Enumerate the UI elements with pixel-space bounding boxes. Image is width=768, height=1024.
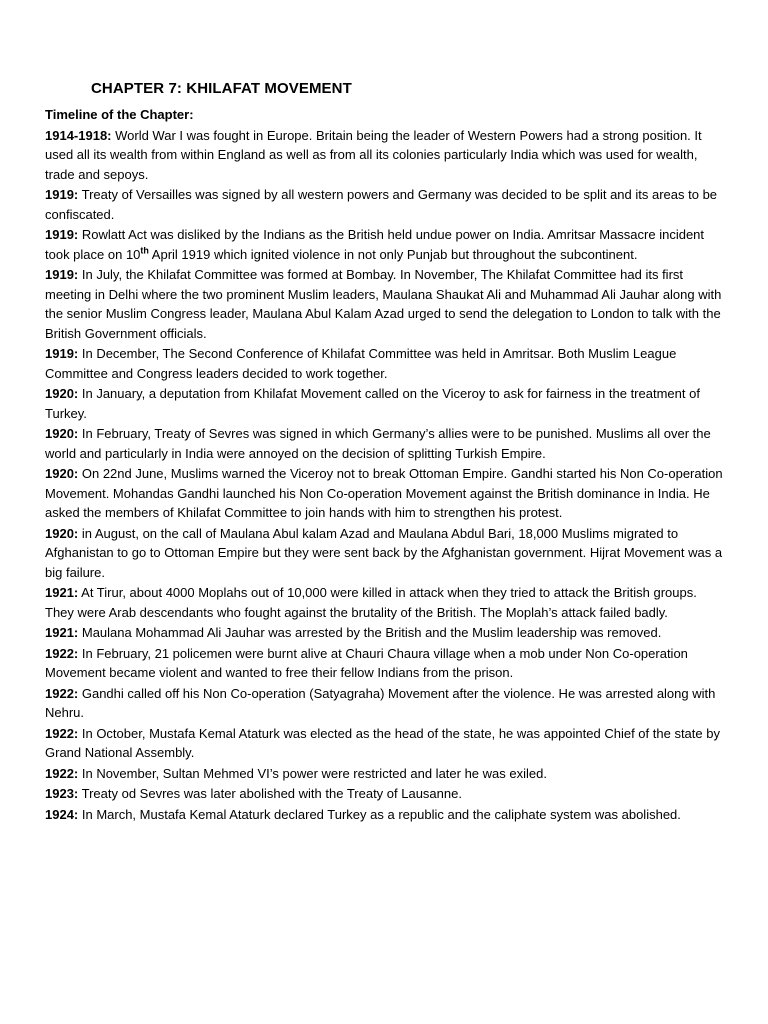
timeline-entry [45,724,725,763]
entry-text: In July, the Khilafat Committee was formed at Bombay. In November, The Khilafat Committee had its first meeting in Delhi where the two prominent Muslim leaders, Maulana Shaukat Ali and Muhammad Ali Jauhar along with the senior Muslim Congress leader, Maulana Abul Kalam Azad urged to send the delegation to London to talk with the British Government officials. [45,267,722,341]
entry-text: In October, Mustafa Kemal Ataturk was elected as the head of the state, he was appointed Chief of the state by Grand National Assembly. [45,725,720,760]
timeline-entry [45,784,725,804]
entry-text: On 22nd June, Muslims warned the Viceroy not to break Ottoman Empire. Gandhi started his Non Co-operation Movement. Mohandas Gandhi launched his Non Co-operation Movement against the British dominance in India. He asked the members of Khilafat Committee to join hands with him to strengthen his protest. [45,466,723,520]
timeline-entry [45,344,725,383]
timeline-entry [45,524,725,583]
entry-text: in August, on the call of Maulana Abul kalam Azad and Maulana Abdul Bari, 18,000 Muslims migrated to Afghanistan to go to Ottoman Empire but they were sent back by the Afghanistan government. Hijrat Movement was a big failure. [45,525,723,580]
entry-text: In November, Sultan Mehmed VI’s power were restricted and later he was exiled. [78,765,547,781]
entry-year: 1920: [45,525,79,541]
entry-text: Maulana Mohammad Ali Jauhar was arrested by the British and the Muslim leadership was removed. [78,625,662,640]
entry-year: 1920: [45,426,79,441]
entry-text: In March, Mustafa Kemal Ataturk declared Turkey as a republic and the caliphate system was abolished. [78,806,681,822]
timeline-entry [45,126,725,185]
timeline-entry [45,424,725,463]
timeline-entry [45,225,725,264]
entry-text: Rowlatt Act was disliked by the Indians as the British held undue power on India. Amritsar Massacre incident took place on 10 [45,227,705,262]
timeline-list [45,126,725,825]
entry-text: World War I was fought in Europe. Britain being the leader of Western Powers had a strong position. It used all its wealth from within England as well as from all its colonies particularly India which was used for wealth, trade and sepoys. [45,127,702,182]
entry-text: Treaty od Sevres was later abolished with the Treaty of Lausanne. [78,786,462,801]
entry-superscript: th [140,245,149,256]
entry-text: Gandhi called off his Non Co-operation (Satyagraha) Movement after the violence. He was arrested along with Nehru. [45,685,716,720]
timeline-entry [45,684,725,723]
timeline-content [45,105,725,824]
timeline-entry [45,583,725,622]
entry-year: 1921: [45,585,79,600]
entry-year: 1919: [45,346,79,361]
entry-year: 1914-1918: [45,127,112,143]
timeline-entry [45,185,725,224]
timeline-entry [45,464,725,523]
entry-year: 1924: [45,806,79,822]
timeline-entry [45,384,725,423]
entry-year: 1923: [45,786,79,801]
entry-year: 1922: [45,645,79,661]
entry-year: 1920: [45,386,79,401]
timeline-heading: Timeline of the Chapter: [45,107,194,122]
entry-year: 1919: [45,267,79,282]
entry-text: In February, Treaty of Sevres was signed in which Germany’s allies were to be punished. Muslims all over the world and particularly in India were annoyed on the decision of splitting Turkish Empire. [45,426,711,461]
chapter-title: CHAPTER 7: KHILAFAT MOVEMENT [91,80,352,97]
timeline-entry [45,805,725,825]
entry-year: 1922: [45,725,79,741]
entry-text: Treaty of Versailles was signed by all western powers and Germany was decided to be split and its areas to be confiscated. [45,187,718,222]
entry-year: 1921: [45,625,79,640]
entry-text-continued: April 1919 which ignited violence in not only Punjab but throughout the subcontinent. [148,246,638,262]
timeline-entry [45,644,725,683]
entry-year: 1920: [45,466,79,481]
timeline-entry [45,623,725,643]
timeline-entry [45,265,725,343]
entry-year: 1919: [45,187,79,202]
entry-year: 1922: [45,685,79,701]
timeline-entry [45,764,725,784]
entry-text: In February, 21 policemen were burnt alive at Chauri Chaura village when a mob under Non Co-operation Movement became violent and wanted to free their fellow Indians from the prison. [45,645,688,680]
entry-text: At Tirur, about 4000 Moplahs out of 10,000 were killed in attack when they tried to attack the British groups. They were Arab descendants who fought against the brutality of the British. The Moplah’s attack failed badly. [45,585,697,620]
entry-text: In January, a deputation from Khilafat Movement called on the Viceroy to ask for fairness in the treatment of Turkey. [45,386,700,421]
entry-year: 1922: [45,765,79,781]
entry-text: In December, The Second Conference of Khilafat Committee was held in Amritsar. Both Muslim League Committee and Congress leaders decided to work together. [45,346,677,381]
entry-year: 1919: [45,227,79,242]
